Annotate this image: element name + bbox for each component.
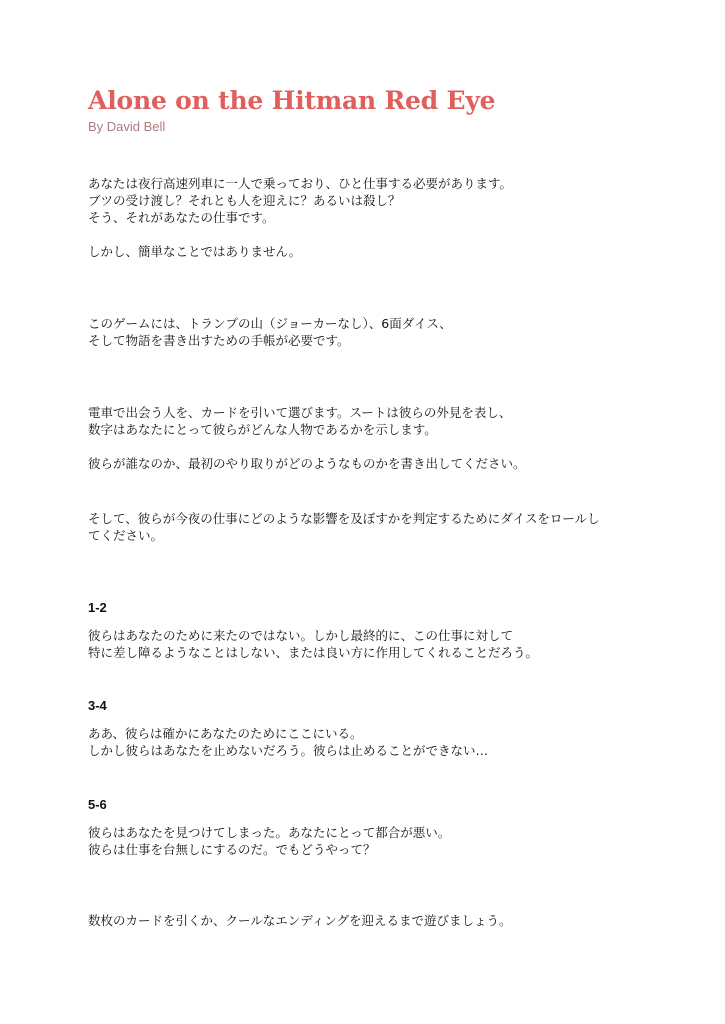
intro-line-2: ブツの受け渡し？それとも人を迎えに？あるいは殺し？: [88, 193, 401, 208]
author-byline: By David Bell: [88, 119, 166, 134]
result-text-line-1: ああ、彼らは確かにあなたのためにここにいる。: [88, 726, 363, 741]
result-range-heading: 3-4: [88, 698, 107, 713]
intro-line-3: そう、それがあなたの仕事です。: [88, 210, 275, 225]
page-title: Alone on the Hitman Red Eye: [88, 86, 496, 115]
draw-line-2: 数字はあなたにとって彼らがどんな人物であるかを示します。: [88, 422, 437, 437]
result-text-line-1: 彼らはあなたを見つけてしまった。あなたにとって都合が悪い。: [88, 825, 451, 840]
materials-line-1: このゲームには、トランプの山（ジョーカーなし）、6面ダイス、: [88, 316, 452, 331]
roll-line-2: てください。: [88, 528, 164, 543]
roll-line-1: そして、彼らが今夜の仕事にどのような影響を及ぼすかを判定するためにダイスをロールし: [88, 511, 600, 526]
draw-line-3: 彼らが誰なのか、最初のやり取りがどのようなものかを書き出してください。: [88, 456, 526, 471]
intro-line-1: あなたは夜行高速列車に一人で乗っており、ひと仕事する必要があります。: [88, 176, 513, 191]
result-text-line-2: 彼らは仕事を台無しにするのだ。でもどうやって？: [88, 842, 376, 857]
result-text-line-1: 彼らはあなたのために来たのではない。しかし最終的に、この仕事に対して: [88, 628, 514, 643]
result-text-line-2: 特に差し障るようなことはしない、または良い方に作用してくれることだろう。: [88, 645, 539, 660]
draw-line-1: 電車で出会う人を、カードを引いて選びます。スートは彼らの外見を表し、: [88, 405, 512, 420]
intro-line-4: しかし、簡単なことではありません。: [88, 244, 302, 259]
result-text-line-2: しかし彼らはあなたを止めないだろう。彼らは止めることができない…: [88, 743, 489, 758]
result-range-heading: 1-2: [88, 600, 107, 615]
closing-line: 数枚のカードを引くか、クールなエンディングを迎えるまで遊びましょう。: [88, 913, 512, 928]
result-range-heading: 5-6: [88, 797, 107, 812]
materials-line-2: そして物語を書き出すための手帳が必要です。: [88, 333, 350, 348]
